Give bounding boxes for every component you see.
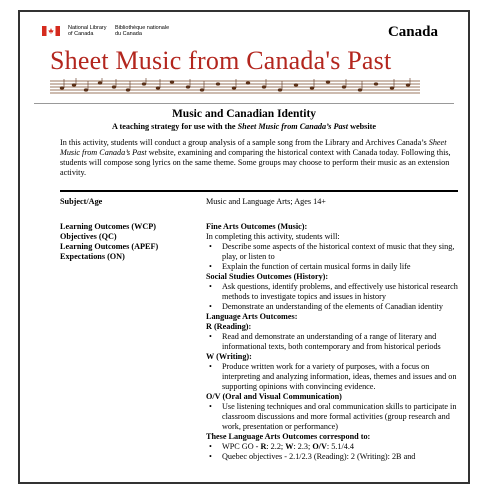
intro-text: In this activity, students will conduct a group analysis of a sample song from the Library and Archives Canada’s (60, 138, 429, 147)
wpc-writing-value: : 2.3; (293, 442, 313, 451)
page-header (20, 12, 468, 104)
library-name-english (68, 25, 107, 37)
list-item: • Use listening techniques and oral communication skills to participate in classroom discussions and more formal activities (group research and work, presentation or performance) (206, 402, 464, 432)
subject-age-value: Music and Language Arts; Ages 14+ (206, 197, 326, 206)
subtitle-suffix: website (348, 122, 376, 131)
label-objectives-qc: Objectives (QC) (60, 232, 117, 241)
label-learning-outcomes-wcp: Learning Outcomes (WCP) (60, 222, 156, 231)
fine-arts-heading: Fine Arts Outcomes (Music): (206, 222, 308, 231)
content-column (206, 197, 464, 462)
canada-flag-icon (42, 26, 60, 36)
library-name-english-line: National Library (68, 25, 107, 31)
document-page (18, 10, 470, 484)
label-column (60, 197, 200, 262)
list-item: • Read and demonstrate an understanding of a range of literary and informational texts, both contemporary and from historical periods (206, 332, 464, 352)
list-item: • Describe some aspects of the historical context of music that they sing, play, or listen to (206, 242, 464, 262)
intro-website-name: Sheet Music from Canada’s Past (60, 138, 447, 157)
list-item: • Demonstrate an understanding of the elements of Canadian identity (206, 302, 464, 312)
library-name-french-line: Bibliothèque nationale (115, 25, 170, 31)
list-item: • Explain the function of certain musical forms in daily life (206, 262, 464, 272)
music-staff-icon (50, 78, 420, 94)
canada-wordmark: Canada (387, 24, 438, 40)
correspondence-heading: These Language Arts Outcomes correspond to: (206, 432, 371, 441)
intro-text: website, examining and comparing the historical context with Canada today. Following this, students will compose song lyrics on the same theme. Some groups may choose to perform their music as an extension activity. (60, 148, 451, 177)
document-title: Music and Canadian Identity (171, 108, 317, 120)
subtitle-prefix: A teaching strategy for use with the (112, 122, 238, 131)
label-subject-age: Subject/Age (60, 197, 103, 206)
wpc-oral-visual-value: : 5.1/4.4 (326, 442, 354, 451)
label-learning-outcomes-apef: Learning Outcomes (APEF) (60, 242, 159, 251)
section-divider (60, 190, 458, 192)
subtitle-website-name: Sheet Music from Canada’s Past (237, 122, 349, 131)
wpc-oral-visual-label: O/V (312, 442, 327, 451)
header-divider (34, 103, 454, 104)
oral-visual-heading: O/V (Oral and Visual Communication) (206, 392, 342, 401)
list-item: • Ask questions, identify problems, and effectively use historical research methods to investigate topics and issues in history (206, 282, 464, 302)
language-arts-heading: Language Arts Outcomes: (206, 312, 298, 321)
reading-heading: R (Reading): (206, 322, 252, 331)
writing-heading: W (Writing): (206, 352, 252, 361)
document-subtitle (20, 122, 468, 131)
wpc-reading-label: R (260, 442, 267, 451)
list-item-quebec: • Quebec objectives - 2.1/2.3 (Reading): 2 (Writing): 2B and (206, 452, 464, 462)
library-name-english-line: of Canada (68, 31, 94, 37)
list-item-wpc (206, 442, 464, 452)
fine-arts-intro: In completing this activity, students will: (206, 232, 340, 241)
label-expectations-on: Expectations (ON) (60, 252, 125, 261)
wpc-reading-value: : 2.2; (266, 442, 286, 451)
library-name-french-line: du Canada (115, 31, 142, 37)
wpc-prefix: WPC GO - (222, 442, 261, 451)
intro-paragraph (60, 138, 458, 178)
wpc-writing-label: W (285, 442, 294, 451)
social-studies-heading: Social Studies Outcomes (History): (206, 272, 329, 281)
banner-title: Sheet Music from Canada's Past (50, 46, 392, 75)
list-item: • Produce written work for a variety of purposes, with a focus on interpreting and analyzing information, ideas, themes and issues and on supporting opinions with convincing evidence. (206, 362, 464, 392)
library-name-french (115, 25, 169, 37)
